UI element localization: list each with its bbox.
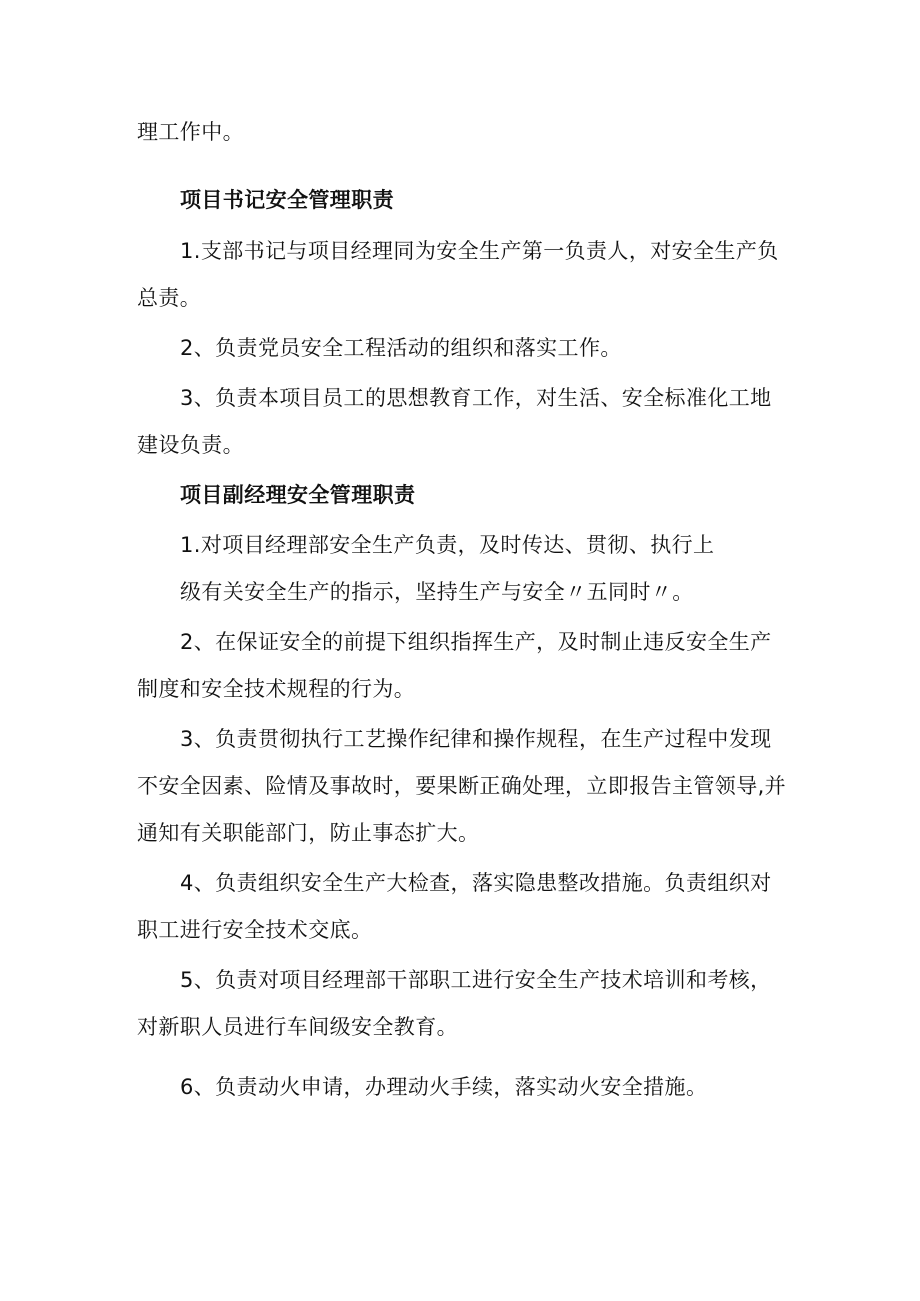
secretary-item-1: 1.支部书记与项目经理同为安全生产第一负责人，对安全生产负	[180, 239, 779, 263]
secretary-item-3-cont: 建设负责。	[137, 433, 244, 457]
deputy-item-3-cont-2: 通知有关职能部门，防止事态扩大。	[137, 821, 480, 845]
text-line-continuation: 理工作中。	[137, 120, 244, 144]
secretary-item-1-cont: 总责。	[137, 286, 202, 310]
secretary-item-3: 3、负责本项目员工的思想教育工作，对生活、安全标准化工地	[180, 386, 772, 410]
deputy-item-5-cont: 对新职人员进行车间级安全教育。	[137, 1015, 458, 1039]
deputy-item-4: 4、负责组织安全生产大检查，落实隐患整改措施。负责组织对	[180, 871, 772, 895]
deputy-item-2-cont: 制度和安全技术规程的行为。	[137, 677, 416, 701]
secretary-item-2: 2、负责党员安全工程活动的组织和落实工作。	[180, 336, 622, 360]
deputy-item-6: 6、负责动火申请，办理动火手续，落实动火安全措施。	[180, 1075, 708, 1099]
section-heading-deputy: 项目副经理安全管理职责	[180, 483, 416, 507]
deputy-item-3: 3、负责贯彻执行工艺操作纪律和操作规程，在生产过程中发现	[180, 727, 772, 751]
deputy-item-1-cont: 级有关安全生产的指示，坚持生产与安全〃五同时〃。	[180, 580, 694, 604]
deputy-item-4-cont: 职工进行安全技术交底。	[137, 918, 373, 942]
deputy-item-1: 1.对项目经理部安全生产负责，及时传达、贯彻、执行上	[180, 533, 715, 557]
deputy-item-2: 2、在保证安全的前提下组织指挥生产，及时制止违反安全生产	[180, 630, 772, 654]
deputy-item-3-cont-1: 不安全因素、险情及事故时，要果断正确处理，立即报告主管领导,并	[137, 774, 787, 798]
deputy-item-5: 5、负责对项目经理部干部职工进行安全生产技术培训和考核，	[180, 968, 772, 992]
section-heading-secretary: 项目书记安全管理职责	[180, 188, 394, 212]
